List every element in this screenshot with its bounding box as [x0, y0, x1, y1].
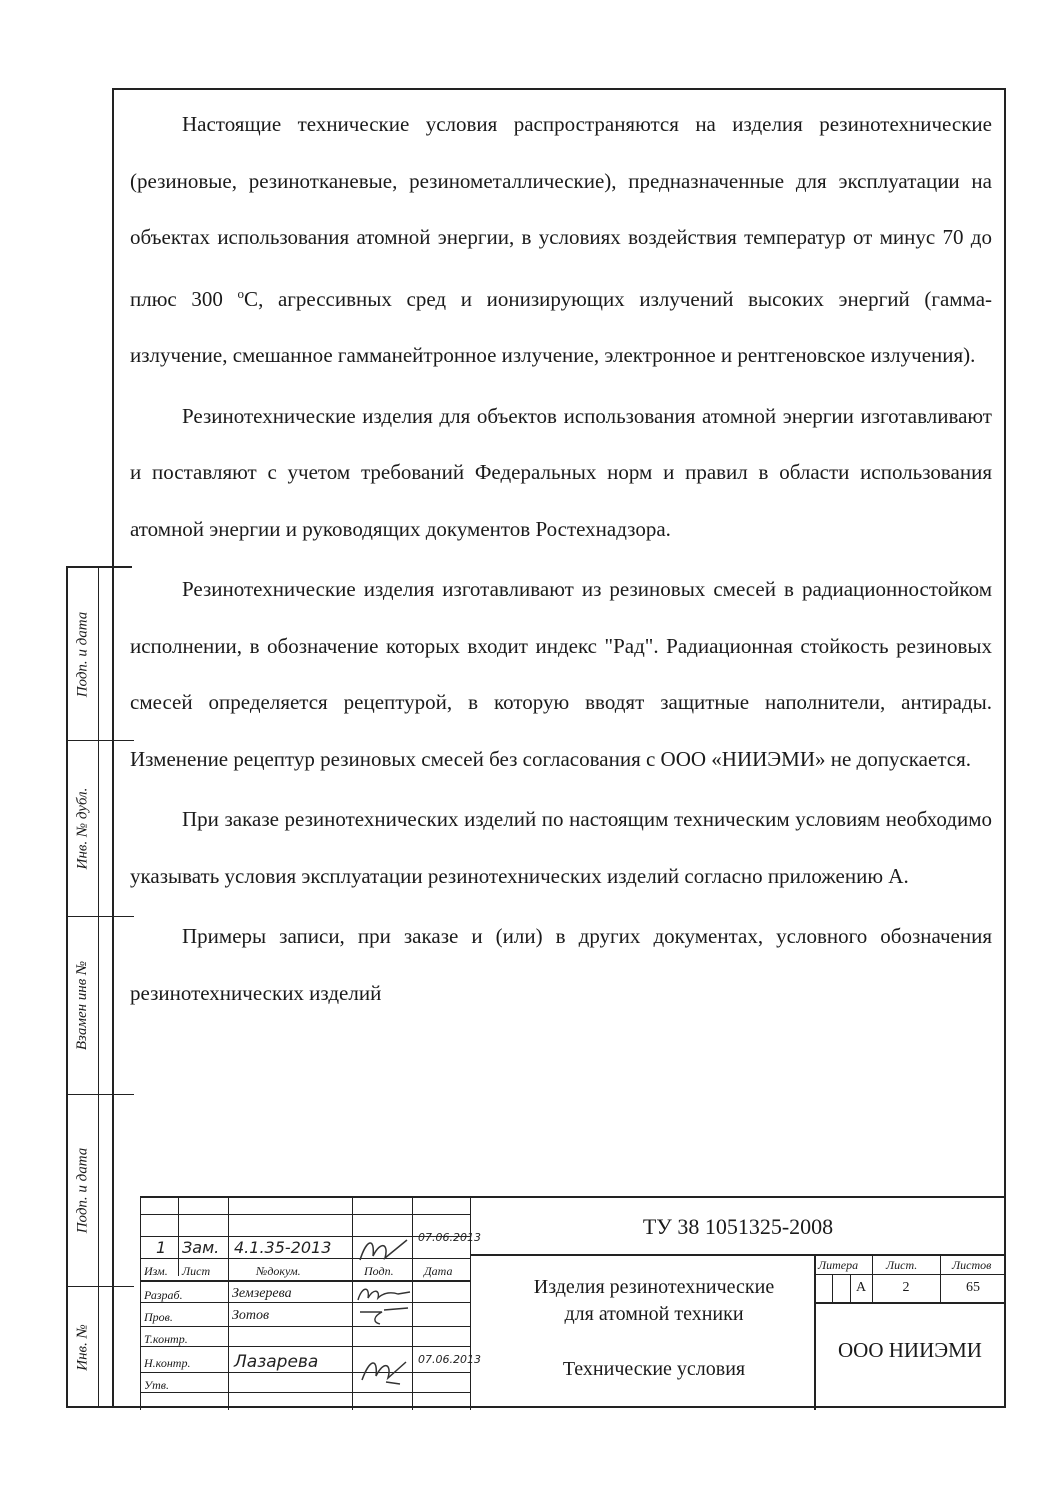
paragraph-4: При заказе резинотехнических изделий по настоящим техническим условиям необходимо указывать условия эксплуатации резинотехнических изделий согласно приложению А. — [130, 807, 992, 888]
celsius-unit: С — [244, 286, 259, 311]
name-razrab: Земзерева — [232, 1286, 292, 1301]
hdr-data: Дата — [424, 1264, 453, 1278]
litera-value: А — [855, 1280, 867, 1295]
paragraph-1-text: Настоящие технические условия распространяются на изделия резинотехнические (резиновые, резинотканевые, резинометаллические), предназначенные для эксплуатации на объектах использования атомной энергии, в условиях воздействия температур от минус 70 до плюс 300 — [130, 112, 992, 311]
role-razrab: Разраб. — [144, 1288, 183, 1302]
hdr-list2: Лист. — [886, 1258, 918, 1272]
label-inv-dubl: Инв. № дубл. — [74, 787, 91, 869]
label-vzamen: Взамен инв № — [74, 960, 91, 1050]
doc-type: Технические условия — [562, 1358, 746, 1380]
rev-list: Зам. — [182, 1238, 220, 1257]
name-nkontr: Лазарева — [234, 1352, 319, 1372]
hdr-list: Лист — [182, 1264, 211, 1278]
organization: ООО НИИЭМИ — [838, 1338, 982, 1362]
name-prov: Зотов — [232, 1308, 270, 1323]
rev-date: 07.06.2013 — [418, 1231, 481, 1244]
paragraph-1-end: , агрессивных сред и ионизирующих излучений высоких энергий (гамма-излучение, смешанное гамманейтронное излучение, электронное и рентгеновское излучения). — [130, 286, 993, 367]
document-body — [130, 96, 992, 1021]
paragraph-5: Примеры записи, при заказе и (или) в других документах, условного обозначения резинотехнических изделий — [130, 924, 992, 1005]
signature-razrab — [354, 1282, 414, 1306]
role-tkontr: Т.контр. — [144, 1332, 188, 1346]
product-name-line2: для атомной техники — [564, 1303, 744, 1325]
label-podp-data-2: Подп. и дата — [74, 1147, 91, 1233]
title-block — [140, 1196, 1006, 1408]
product-name — [494, 1274, 814, 1328]
binding-strip — [66, 566, 132, 1408]
rev-ndokum: 4.1.35-2013 — [234, 1238, 332, 1257]
product-name-line1: Изделия резинотехнические — [533, 1276, 775, 1298]
hdr-izm: Изм. — [144, 1264, 168, 1278]
label-podp-data-1: Подп. и дата — [74, 611, 91, 697]
hdr-listov: Листов — [952, 1258, 992, 1272]
sheets-total: 65 — [966, 1280, 980, 1295]
signature-nkontr — [356, 1348, 416, 1388]
degree-unit: о — [237, 285, 245, 301]
doc-number: ТУ 38 1051325-2008 — [642, 1214, 834, 1239]
role-nkontr: Н.контр. — [144, 1356, 191, 1370]
signature-rev — [355, 1230, 415, 1270]
sheet-number: 2 — [902, 1280, 910, 1295]
role-utv: Утв. — [144, 1378, 169, 1392]
signature-prov — [354, 1304, 414, 1328]
paragraph-2: Резинотехнические изделия для объектов использования атомной энергии изготавливают и поставляют с учетом требований Федеральных норм и правил в области использования атомной энергии и руководящих документов Ростехнадзора. — [130, 403, 992, 541]
hdr-podp: Подп. — [364, 1264, 394, 1278]
hdr-ndokum: №докум. — [256, 1264, 301, 1278]
paragraph-3: Резинотехнические изделия изготавливают из резиновых смесей в радиационностойком исполнении, в обозначение которых входит индекс "Рад". Радиационная стойкость резиновых смесей определяется рецептурой, в которую вводят защитные наполнители, антирады. Изменение рецептур резиновых смесей без согласования с ООО «НИИЭМИ» не допускается. — [130, 577, 992, 771]
hdr-litera: Литера — [818, 1258, 859, 1272]
label-inv-no: Инв. № — [74, 1323, 91, 1371]
role-prov: Пров. — [144, 1310, 173, 1324]
nkontr-date: 07.06.2013 — [418, 1353, 481, 1366]
rev-izm: 1 — [156, 1238, 167, 1257]
paragraph-1 — [130, 96, 992, 384]
